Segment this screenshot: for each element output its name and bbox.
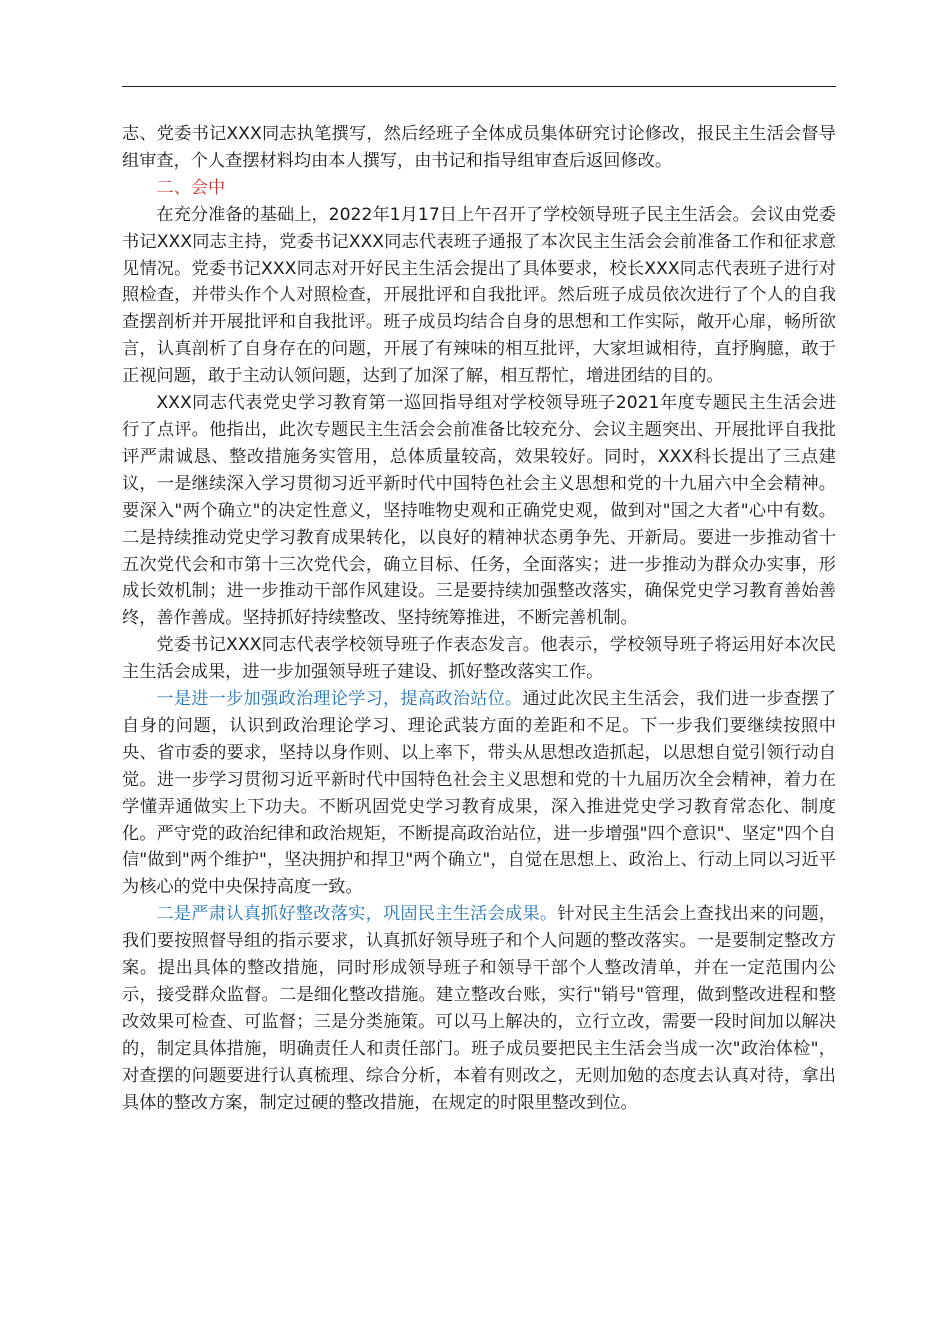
paragraph-meeting: 在充分准备的基础上，2022年1月17日上午召开了学校领导班子民主生活会。会议由党委书记XXX同志主持，党委书记XXX同志代表班子通报了本次民主生活会会前准备工作和征求意见情况。党委书记XXX同志对开好民主生活会提出了具体要求，校长XXX同志代表班子进行对照检查，并带头作个人对照检查，开展批评和自我批评。然后班子成员依次进行了个人的自我查摆剖析并开展批评和自我批评。班子成员均结合自身的思想和工作实际，敞开心扉，畅所欲言，认真剖析了自身存在的问题，开展了有辣味的相互批评，大家坦诚相待，直抒胸臆，敢于正视问题，敢于主动认领问题，达到了加深了解，相互帮忙，增进团结的目的。 — [122, 204, 836, 387]
paragraph-statement: 党委书记XXX同志代表学校领导班子作表态发言。他表示，学校领导班子将运用好本次民主生活会成果，进一步加强领导班子建设、抓好整改落实工作。 — [122, 635, 836, 683]
point-two-lead: 二是严肃认真抓好整改落实，巩固民主生活会成果。 — [156, 904, 558, 925]
point-one-lead: 一是进一步加强政治理论学习，提高政治站位。 — [156, 689, 523, 710]
point-one-body: 通过此次民主生活会，我们进一步查摆了自身的问题，认识到政治理论学习、理论武装方面的差距和不足。下一步我们要继续按照中央、省市委的要求，坚持以身作则、以上率下，带头从思想改造抓起，以思想自觉引领行动自觉。进一步学习贯彻习近平新时代中国特色社会主义思想和党的十九届历次全会精神，着力在学懂弄通做实上下功夫。不断巩固党史学习教育成果，深入推进党史学习教育常态化、制度化。严守党的政治纪律和政治规矩，不断提高政治站位，进一步增强"四个意识"、坚定"四个自信"做到"两个维护"，坚决拥护和捍卫"两个确立"，自觉在思想上、政治上、行动上同以习近平为核心的党中央保持高度一致。 — [122, 689, 836, 898]
header-rule — [122, 86, 836, 87]
section-heading: 二、会中 — [156, 177, 226, 198]
paragraph-point-two — [122, 901, 836, 1116]
paragraph-point-one — [122, 686, 836, 901]
document-body — [122, 121, 836, 1117]
paragraph-continued: 志、党委书记XXX同志执笔撰写，然后经班子全体成员集体研究讨论修改，报民主生活会督导组审查，个人查摆材料均由本人撰写，由书记和指导组审查后返回修改。 — [122, 124, 836, 171]
point-two-body: 针对民主生活会上查找出来的问题，我们要按照督导组的指示要求，认真抓好领导班子和个人问题的整改落实。一是要制定整改方案。提出具体的整改措施，同时形成领导班子和领导干部个人整改清单，并在一定范围内公示，接受群众监督。二是细化整改措施。建立整改台账，实行"销号"管理，做到整改进程和整改效果可检查、可监督；三是分类施策。可以马上解决的，立行立改，需要一段时间加以解决的，制定具体措施，明确责任人和责任部门。班子成员要把民主生活会当成一次"政治体检"，对查摆的问题要进行认真梳理、综合分析，本着有则改之，无则加勉的态度去认真对待，拿出具体的整改方案，制定过硬的整改措施，在规定的时限里整改到位。 — [122, 904, 836, 1113]
paragraph-review: XXX同志代表党史学习教育第一巡回指导组对学校领导班子2021年度专题民主生活会进行了点评。他指出，此次专题民主生活会会前准备比较充分、会议主题突出、开展批评自我批评严肃诚恳、整改措施务实管用，总体质量较高，效果较好。同时，XXX科长提出了三点建议，一是继续深入学习贯彻习近平新时代中国特色社会主义思想和党的十九届六中全会精神。要深入"两个确立"的决定性意义，坚持唯物史观和正确党史观，做到对"国之大者"心中有数。二是持续推动党史学习教育成果转化，以良好的精神状态勇争先、开新局。要进一步推动省十五次党代会和市第十三次党代会，确立目标、任务，全面落实；进一步推动为群众办实事，形成长效机制；进一步推动干部作风建设。三是要持续加强整改落实，确保党史学习教育善始善终，善作善成。坚持抓好持续整改、坚持统筹推进，不断完善机制。 — [122, 393, 836, 629]
